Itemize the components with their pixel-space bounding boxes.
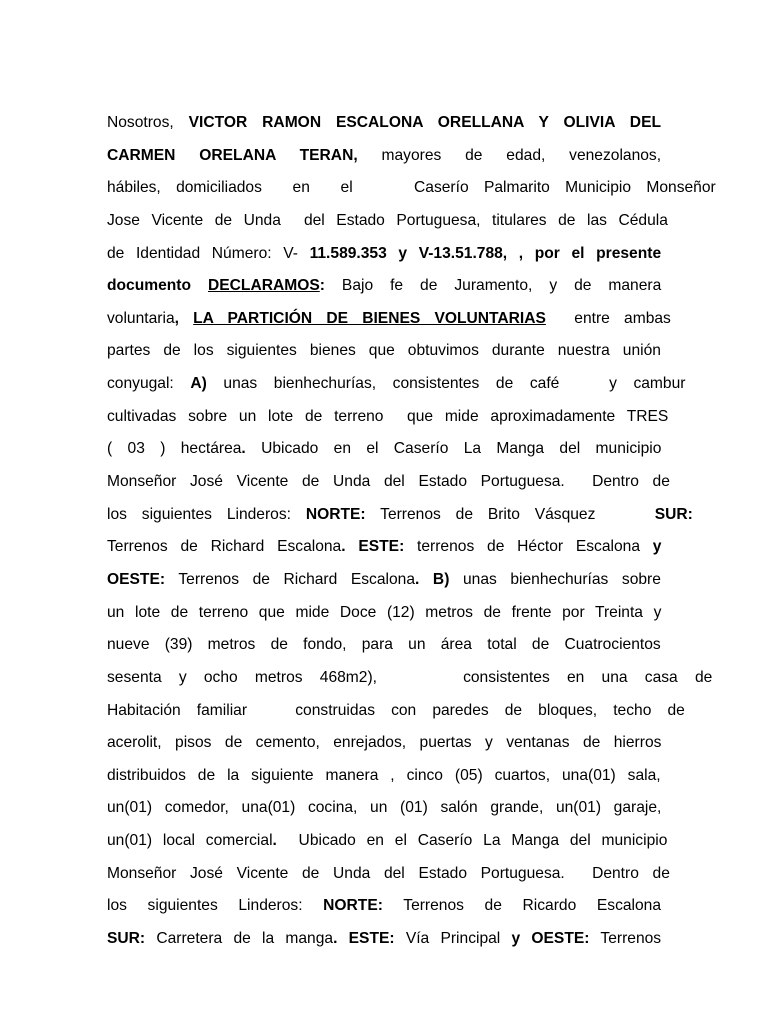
bold-text-run: SUR: bbox=[654, 505, 693, 523]
text-run: sesenta y ocho metros 468m2), consistentes en una casa de bbox=[107, 668, 713, 686]
text-run: un(01) local comercial bbox=[107, 832, 273, 850]
text-run: Ubicado en el Caserío La Manga del municipio bbox=[276, 832, 668, 850]
text-line bbox=[107, 827, 668, 860]
bold-text-run: VICTOR RAMON ESCALONA ORELLANA Y OLIVIA DEL bbox=[188, 114, 661, 131]
text-run: acerolit, pisos de cemento, enrejados, puertas y ventanas de hierros bbox=[107, 734, 662, 752]
text-run: Terrenos de Richard Escalona bbox=[165, 570, 416, 588]
text-line bbox=[107, 892, 661, 925]
bold-text-run: : bbox=[319, 277, 325, 295]
text-run: terrenos de Héctor Escalona bbox=[404, 538, 653, 556]
text-line bbox=[107, 207, 668, 240]
text-run: Monseñor José Vicente de Unda del Estado Portuguesa. Dentro de bbox=[107, 864, 670, 882]
text-line bbox=[107, 794, 661, 827]
text-line bbox=[107, 697, 685, 730]
bold-text-run: 11.589.353 y V-13.51.788, , por el presente bbox=[309, 244, 662, 262]
bold-text-run: documento bbox=[107, 277, 208, 295]
text-run: unas bienhechurías, consistentes de café y cambur bbox=[206, 375, 686, 393]
bold-text-run: SUR: bbox=[107, 930, 146, 948]
bold-text-run: OESTE: bbox=[107, 570, 166, 588]
text-line bbox=[107, 403, 669, 436]
text-run: nueve (39) metros de fondo, para un área total de Cuatrocientos bbox=[107, 636, 661, 654]
text-run: Bajo fe de Juramento, y de manera bbox=[324, 277, 662, 295]
text-run: los siguientes Linderos: bbox=[107, 897, 324, 915]
bold-text-run: . bbox=[241, 440, 246, 458]
text-line bbox=[107, 272, 661, 305]
text-line bbox=[107, 599, 661, 632]
text-run: los siguientes Linderos: bbox=[107, 505, 306, 523]
bold-text-run: , bbox=[174, 309, 194, 327]
text-run: voluntaria bbox=[107, 309, 175, 327]
text-line bbox=[107, 860, 670, 893]
text-run: Vía Principal bbox=[394, 930, 512, 948]
underlined-text-run: LA PARTICIÓN DE BIENES VOLUNTARIAS bbox=[193, 309, 546, 327]
bold-text-run: CARMEN ORELANA TERAN, bbox=[107, 146, 358, 164]
text-run: un(01) comedor, una(01) cocina, un (01) salón grande, un(01) garaje, bbox=[107, 799, 662, 817]
bold-text-run: y bbox=[652, 538, 662, 556]
text-line bbox=[107, 305, 671, 338]
text-run: Ubicado en el Caserío La Manga del municipio bbox=[245, 440, 662, 458]
text-line bbox=[107, 109, 661, 142]
bold-text-run: A) bbox=[190, 375, 207, 393]
text-run: Nosotros, bbox=[107, 114, 189, 131]
text-run: ( 03 ) hectárea bbox=[107, 440, 242, 458]
text-run: conyugal: bbox=[107, 375, 191, 393]
text-run: mayores de edad, venezolanos, bbox=[357, 146, 662, 164]
text-line bbox=[107, 925, 661, 958]
text-line bbox=[107, 664, 713, 697]
text-line bbox=[107, 501, 693, 534]
underlined-text-run: DECLARAMOS bbox=[208, 277, 320, 295]
text-line bbox=[107, 762, 661, 795]
declaration-body bbox=[107, 109, 716, 958]
text-run: un lote de terreno que mide Doce (12) metros de frente por Treinta y bbox=[107, 603, 662, 621]
text-run: hábiles, domiciliados en el Caserío Palmarito Municipio Monseñor bbox=[107, 179, 716, 197]
bold-text-run: . B) bbox=[415, 570, 450, 588]
text-run: Jose Vicente de Unda del Estado Portuguesa, titulares de las Cédula bbox=[107, 211, 668, 229]
text-line bbox=[107, 142, 661, 175]
text-run: Terrenos bbox=[589, 930, 662, 948]
text-run: Monseñor José Vicente de Unda del Estado Portuguesa. Dentro de bbox=[107, 473, 670, 491]
text-line bbox=[107, 370, 686, 403]
text-run: Carretera de la manga bbox=[145, 930, 334, 948]
text-run: cultivadas sobre un lote de terreno que mide aproximadamente TRES bbox=[107, 407, 669, 425]
text-line bbox=[107, 566, 661, 599]
text-line bbox=[107, 174, 716, 207]
text-run: Terrenos de Ricardo Escalona bbox=[382, 897, 662, 915]
text-run: entre ambas bbox=[545, 309, 671, 327]
bold-text-run: . bbox=[272, 832, 277, 850]
text-run: partes de los siguientes bienes que obtuvimos durante nuestra unión bbox=[107, 342, 661, 360]
text-run: unas bienhechurías sobre bbox=[449, 570, 661, 588]
text-line bbox=[107, 468, 670, 501]
text-line bbox=[107, 533, 661, 566]
text-run: distribuidos de la siguiente manera , cinco (05) cuartos, una(01) sala, bbox=[107, 766, 661, 784]
bold-text-run: . ESTE: bbox=[341, 538, 405, 556]
text-run: de Identidad Número: V- bbox=[107, 244, 310, 262]
bold-text-run: . ESTE: bbox=[333, 930, 395, 948]
text-line bbox=[107, 729, 661, 762]
bold-text-run: y OESTE: bbox=[511, 930, 590, 948]
text-run: Terrenos de Richard Escalona bbox=[107, 538, 342, 556]
text-line bbox=[107, 337, 661, 370]
text-line bbox=[107, 435, 661, 468]
text-run: Habitación familiar construidas con paredes de bloques, techo de bbox=[107, 701, 685, 719]
bold-text-run: NORTE: bbox=[323, 897, 383, 915]
text-run: Terrenos de Brito Vásquez bbox=[365, 505, 655, 523]
bold-text-run: NORTE: bbox=[305, 505, 366, 523]
text-line bbox=[107, 631, 661, 664]
text-line bbox=[107, 240, 661, 273]
